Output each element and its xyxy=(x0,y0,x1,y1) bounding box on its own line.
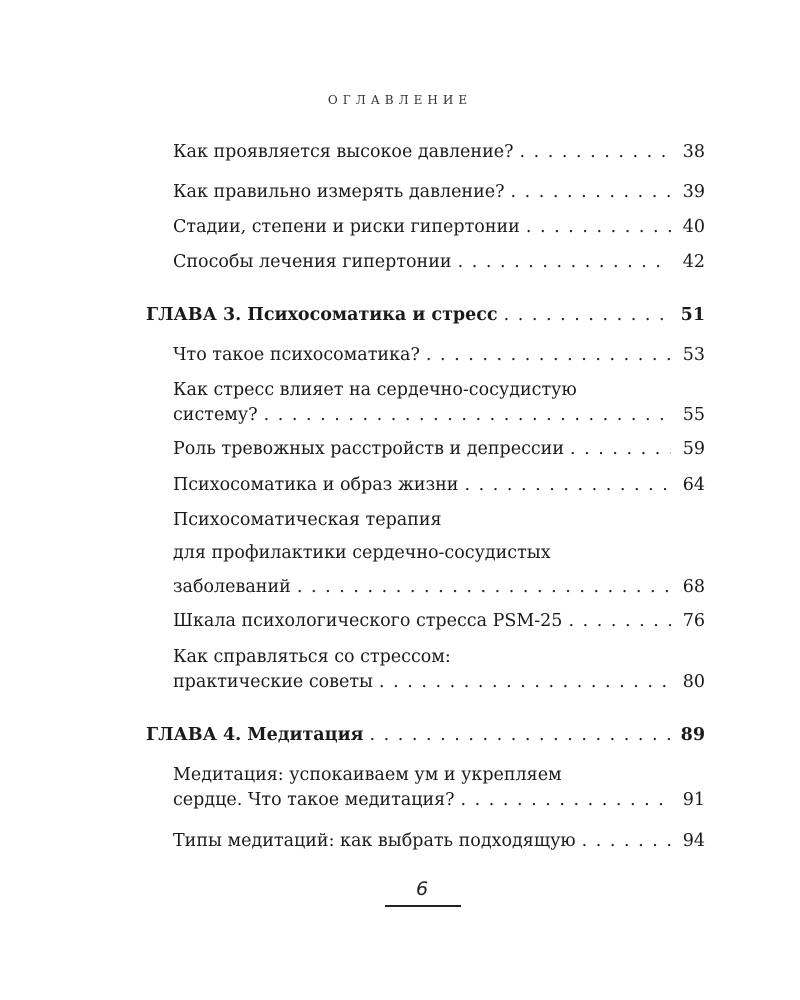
leader-dots xyxy=(582,830,671,852)
toc-entry-title: систему? xyxy=(173,405,258,425)
leader-dots xyxy=(369,724,671,746)
toc-chapter-page: 51 xyxy=(680,305,705,325)
toc-entry-page: 94 xyxy=(682,831,705,851)
toc-entry-page: 55 xyxy=(682,405,705,425)
leader-dots xyxy=(464,474,671,496)
toc-entry-title-line: для профилактики сердечно-сосудистых xyxy=(173,543,551,563)
leader-dots xyxy=(297,576,671,598)
toc-entry[interactable] xyxy=(173,181,705,203)
leader-dots xyxy=(511,181,672,203)
page-number: 6 xyxy=(415,878,429,900)
leader-dots xyxy=(526,216,671,238)
toc-entry-title: практические советы xyxy=(173,672,373,692)
toc-entry-page: 80 xyxy=(682,672,705,692)
toc-entry[interactable] xyxy=(173,610,705,632)
toc-entry[interactable] xyxy=(173,251,705,273)
toc-entry-title-line: Медитация: успокаиваем ум и укрепляем xyxy=(173,765,562,785)
toc-entry-page: 64 xyxy=(682,475,705,495)
toc-entry-page: 53 xyxy=(682,345,705,365)
leader-dots xyxy=(504,304,671,326)
toc-entry[interactable] xyxy=(173,438,705,460)
toc-entry-title: сердце. Что такое медитация? xyxy=(173,790,455,810)
leader-dots xyxy=(264,404,671,426)
toc-entry-page: 40 xyxy=(682,217,705,237)
toc-entry[interactable] xyxy=(173,789,705,811)
toc-chapter-entry[interactable] xyxy=(146,304,705,326)
toc-entry[interactable] xyxy=(173,830,705,852)
toc-entry-page: 68 xyxy=(682,577,705,597)
toc-entry[interactable] xyxy=(173,216,705,238)
leader-dots xyxy=(519,141,671,163)
page-number-rule xyxy=(385,905,461,907)
toc-entry[interactable] xyxy=(173,344,705,366)
leader-dots xyxy=(379,671,671,693)
running-header: ОГЛАВЛЕНИЕ xyxy=(327,93,473,107)
leader-dots xyxy=(568,610,671,632)
toc-entry-title-line: Психосоматическая терапия xyxy=(173,510,442,530)
toc-entry-page: 39 xyxy=(682,182,705,202)
toc-entry-title: заболеваний xyxy=(173,577,291,597)
toc-entry-title: Типы медитаций: как выбрать подходящую xyxy=(173,831,576,851)
leader-dots xyxy=(426,344,671,366)
toc-entry-title: Способы лечения гипертонии xyxy=(173,252,452,272)
toc-entry-page: 59 xyxy=(682,439,705,459)
toc-entry-title-line: Как стресс влияет на сердечно-сосудистую xyxy=(173,380,577,400)
toc-entry-page: 38 xyxy=(682,142,705,162)
toc-entry-title: Что такое психосоматика? xyxy=(173,345,420,365)
toc-entry[interactable] xyxy=(173,671,705,693)
toc-entry[interactable] xyxy=(173,576,705,598)
toc-entry-title: Психосоматика и образ жизни xyxy=(173,475,459,495)
toc-entry[interactable] xyxy=(173,141,705,163)
toc-entry-page: 42 xyxy=(682,252,705,272)
toc-entry-page: 76 xyxy=(682,611,705,631)
toc-chapter-page: 89 xyxy=(680,725,705,745)
toc-entry-title: Роль тревожных расстройств и депрессии xyxy=(173,439,564,459)
toc-chapter-title: ГЛАВА 4. Медитация xyxy=(146,725,364,745)
toc-entry-title: Стадии, степени и риски гипертонии xyxy=(173,217,520,237)
leader-dots xyxy=(570,438,671,460)
toc-entry-title: Шкала психологического стресса PSM-25 xyxy=(173,611,563,631)
toc-entry-page: 91 xyxy=(682,790,705,810)
toc-entry[interactable] xyxy=(173,474,705,496)
toc-entry-title: Как проявляется высокое давление? xyxy=(173,142,514,162)
leader-dots xyxy=(458,251,671,273)
leader-dots xyxy=(461,789,671,811)
toc-chapter-title: ГЛАВА 3. Психосоматика и стресс xyxy=(146,305,498,325)
toc-chapter-entry[interactable] xyxy=(146,724,705,746)
toc-entry-title: Как правильно измерять давление? xyxy=(173,182,505,202)
toc-entry[interactable] xyxy=(173,404,705,426)
toc-entry-title-line: Как справляться со стрессом: xyxy=(173,647,451,667)
